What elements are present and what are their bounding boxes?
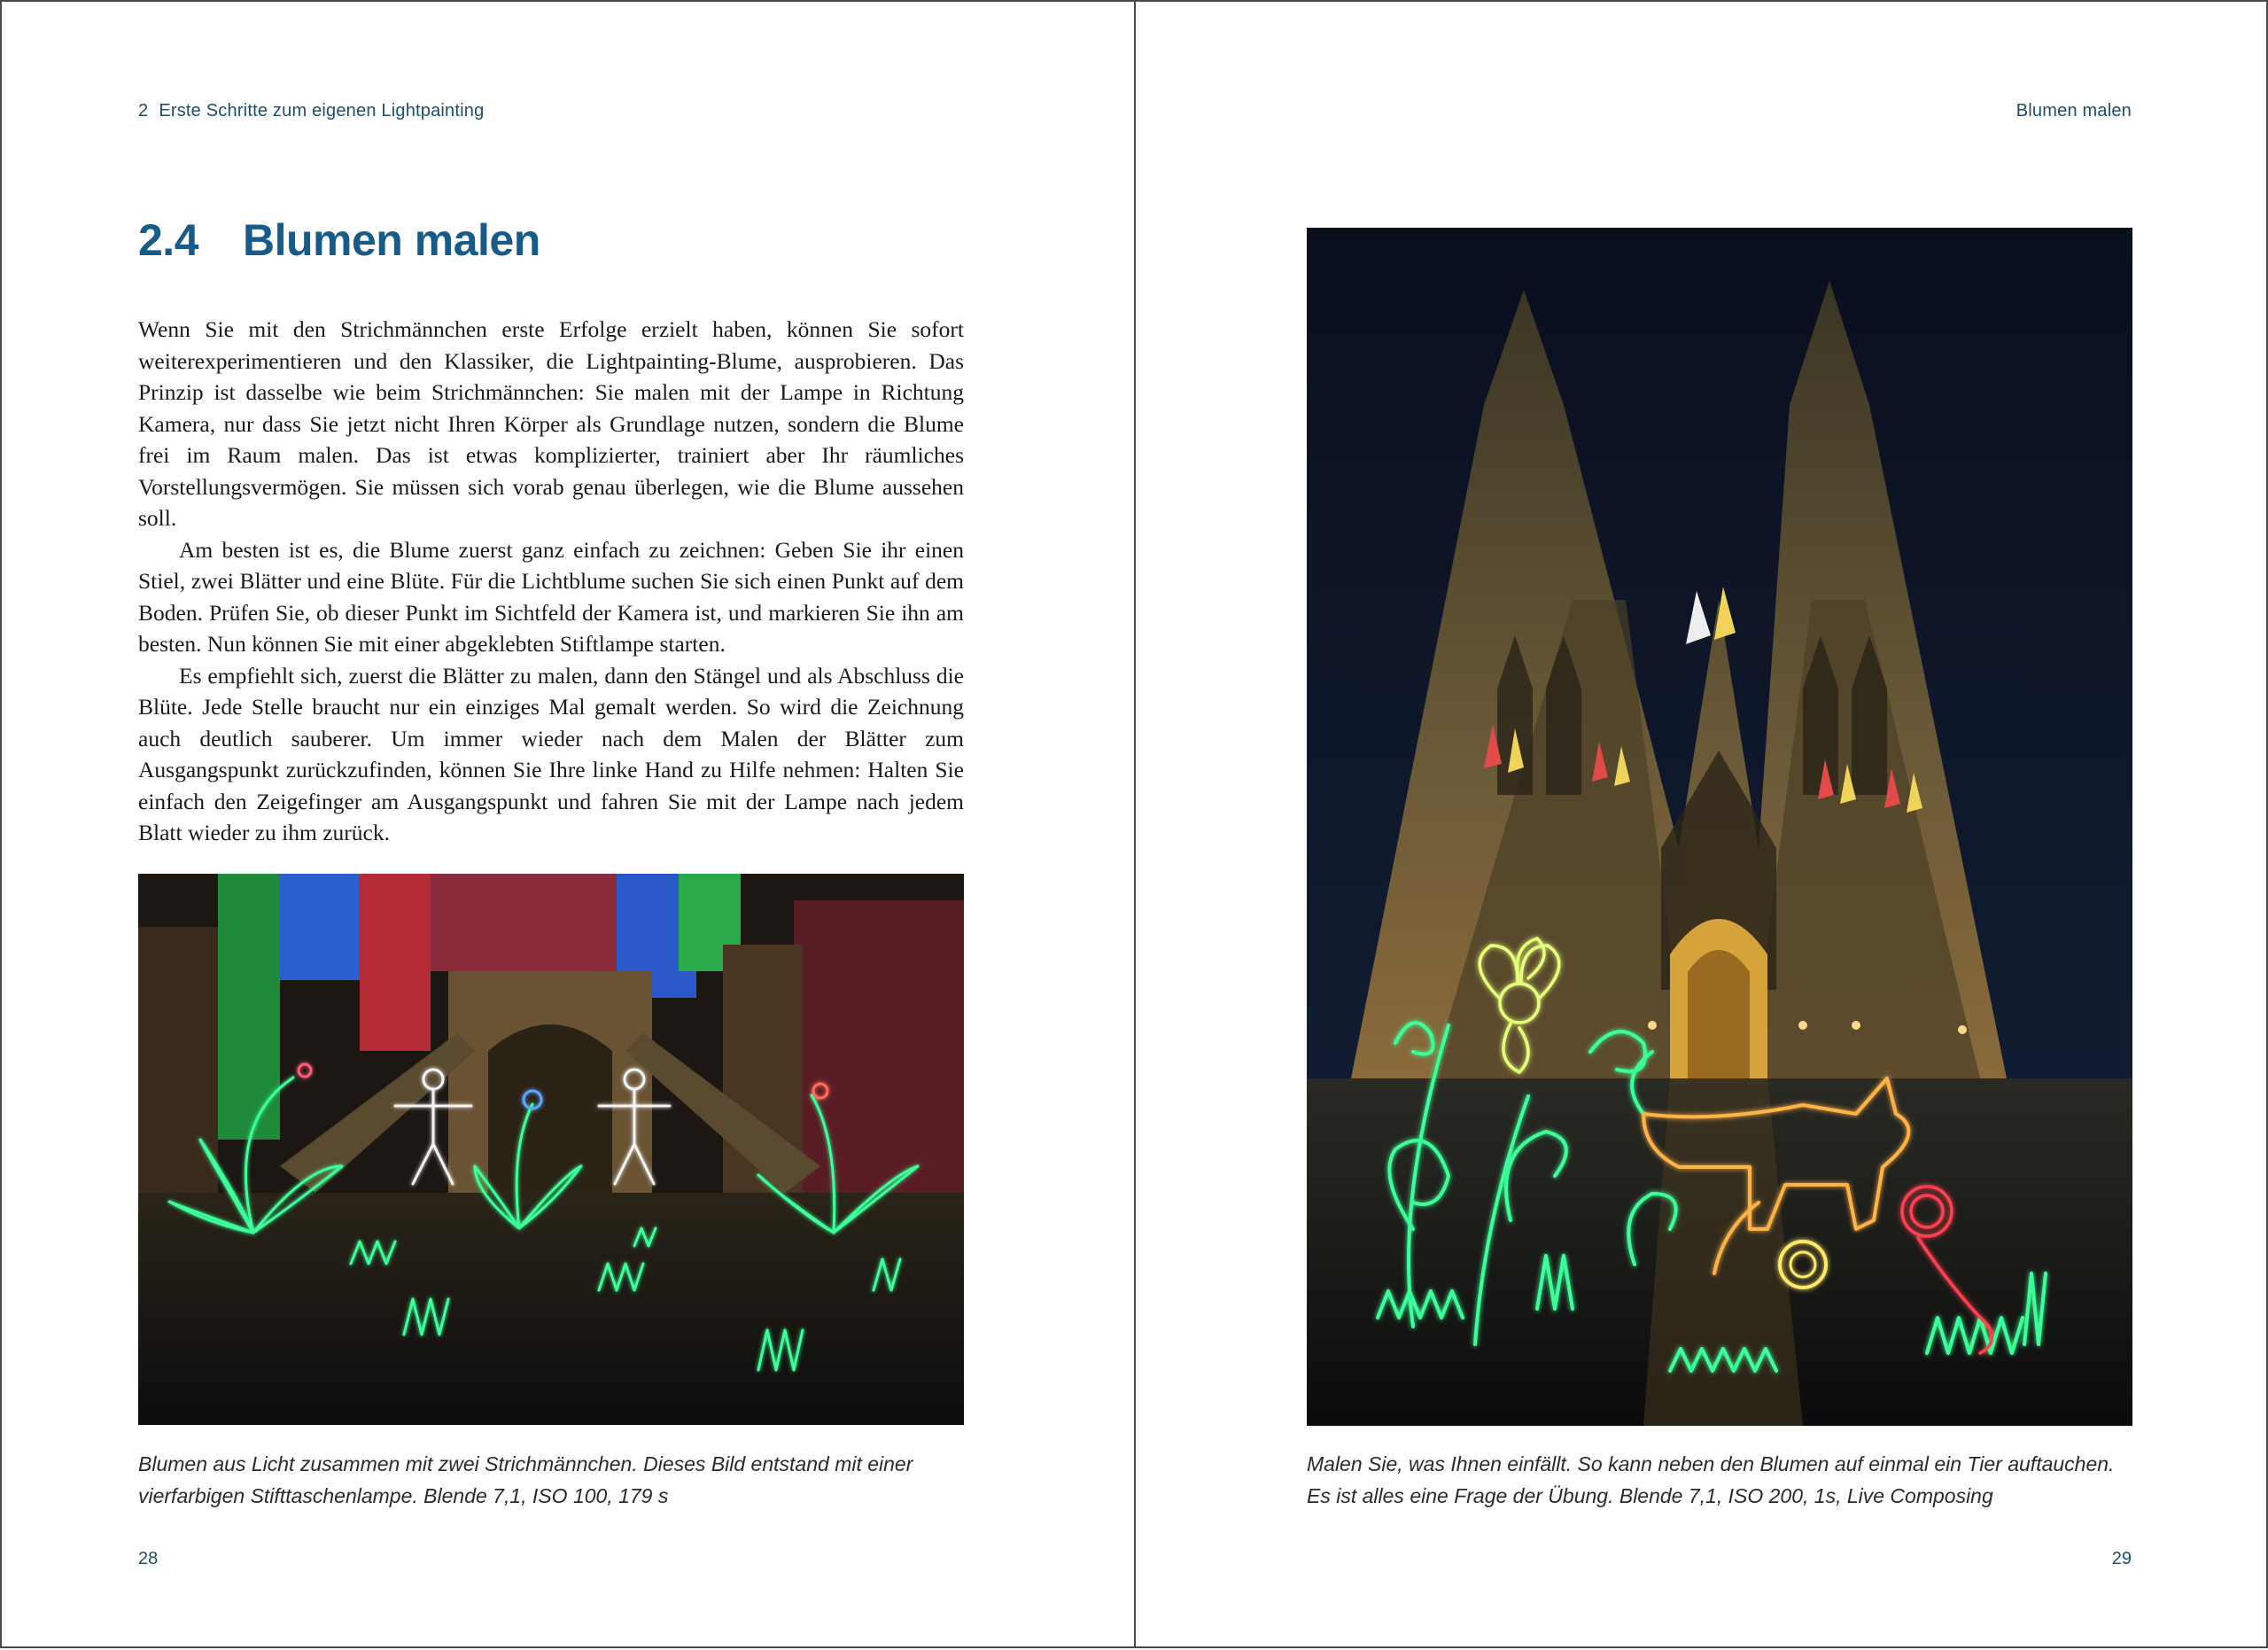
paragraph-1: Wenn Sie mit den Strichmännchen erste Erfolge erzielt haben, können Sie sofort weiterexperimentieren und den Klassiker, die Lightpainting-Blume, ausprobieren. Das Prinzip ist dasselbe wie beim Strichmännchen: Sie malen mit der Lampe in Richtung Kamera, nur dass Sie jetzt nicht Ihren Körper als Grundlage nutzen, sondern die Blume frei im Raum malen. Das ist etwas komplizierter, trainiert aber Ihr räumliches Vorstellungsvermögen. Sie müssen sich vorab genau überlegen, wie die Blume aussehen soll. [138, 316, 964, 531]
light-flowers-illustration [138, 874, 964, 1425]
caption-right-line-1: Malen Sie, was Ihnen einfällt. So kann neben den Blumen auf einmal ein Tier auftauchen. [1307, 1452, 2115, 1475]
caption-left-line-2: vierfarbigen Stifttaschenlampe. Blende 7,1, ISO 100, 179 s [138, 1484, 669, 1507]
right-page [1134, 0, 2268, 1648]
page-number-left: 28 [138, 1549, 159, 1568]
body-text [138, 314, 964, 849]
caption-left [138, 1448, 989, 1512]
cathedral-illustration [1307, 228, 2132, 1426]
caption-left-line-1: Blumen aus Licht zusammen mit zwei Strichmännchen. Dieses Bild entstand mit einer [138, 1452, 913, 1475]
paragraph-3: Es empfiehlt sich, zuerst die Blätter zu malen, dann den Stängel und als Abschluss die Blüte. Jede Stelle braucht nur ein einziges Mal gemalt werden. So wird die Zeichnung auch deutlich sauberer. Um immer wieder nach dem Malen der Blätter zum Ausgangspunkt zurückzufinden, können Sie Ihre linke Hand zu Hilfe nehmen: Halten Sie einfach den Zeigefinger am Ausgangspunkt und fahren Sie mit der Lampe nach jedem Blatt wieder zu ihm zurück. [138, 662, 964, 845]
section-title [138, 214, 540, 266]
running-head-left [138, 101, 484, 121]
chapter-number: 2 [138, 101, 149, 121]
caption-right-line-2: Es ist alles eine Frage der Übung. Blende 7,1, ISO 200, 1s, Live Composing [1307, 1484, 1993, 1507]
photo-cathedral-light-cat [1307, 228, 2132, 1426]
photo-light-flowers-stick-figures [138, 874, 964, 1425]
chapter-title: Erste Schritte zum eigenen Lightpainting [159, 101, 485, 121]
running-head-right: Blumen malen [2016, 101, 2132, 121]
caption-right [1307, 1448, 2157, 1512]
section-number: 2.4 [138, 215, 199, 265]
paragraph-2: Am besten ist es, die Blume zuerst ganz einfach zu zeichnen: Geben Sie ihr einen Stiel, zwei Blätter und eine Blüte. Für die Lichtblume suchen Sie sich einen Punkt auf dem Boden. Prüfen Sie, ob dieser Punkt im Sichtfeld der Kamera ist, und markieren Sie ihn am besten. Nun können Sie mit einer abgeklebten Stiftlampe starten. [138, 536, 964, 657]
section-heading: Blumen malen [243, 215, 540, 265]
page-number-right: 29 [2111, 1549, 2132, 1568]
